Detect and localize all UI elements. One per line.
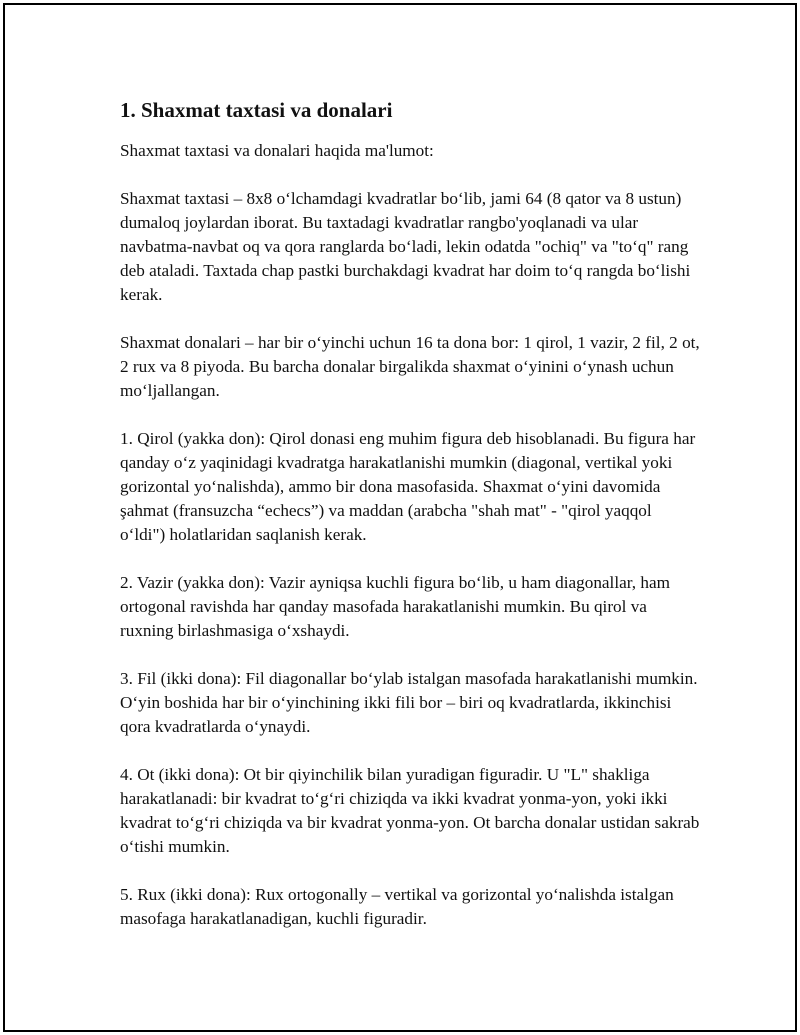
bishop-paragraph: 3. Fil (ikki dona): Fil diagonallar bo‘ylab istalgan masofada harakatlanishi mumkin. O‘yin boshida har bir o‘yinchining ikki fili bor – biri oq kvadratlarda, ikkinchisi qora kvadratlarda o‘ynaydi. — [120, 669, 698, 736]
document-page — [3, 3, 797, 1032]
rook-paragraph: 5. Rux (ikki dona): Rux ortogonally – vertikal va gorizontal yo‘nalishda istalgan masofaga harakatlanadigan, kuchli figuradir. — [120, 885, 674, 928]
document-body — [120, 95, 700, 955]
knight-paragraph: 4. Ot (ikki dona): Ot bir qiyinchilik bilan yuradigan figuradir. U "L" shakliga harakatlanadi: bir kvadrat to‘g‘ri chiziqda va ikki kvadrat yonma-yon, yoki ikki kvadrat to‘g‘ri chiziqda va bir kvadrat yonma-yon. Ot barcha donalar ustidan sakrab o‘tishi mumkin. — [120, 765, 700, 856]
board-paragraph: Shaxmat taxtasi – 8x8 o‘lchamdagi kvadratlar bo‘lib, jami 64 (8 qator va 8 ustun) dumaloq joylardan iborat. Bu taxtadagi kvadratlar rangbo'yoqlanadi va ular navbatma-navbat oq va qora ranglarda bo‘ladi, lekin odatda "ochiq" va "to‘q" rang deb ataladi. Taxtada chap pastki burchakdagi kvadrat har doim to‘q rangda bo‘lishi kerak. — [120, 189, 691, 304]
queen-paragraph: 2. Vazir (yakka don): Vazir ayniqsa kuchli figura bo‘lib, u ham diagonallar, ham ortogonal ravishda har qanday masofada harakatlanishi mumkin. Bu qirol va ruxning birlashmasiga o‘xshaydi. — [120, 573, 670, 640]
king-paragraph: 1. Qirol (yakka don): Qirol donasi eng muhim figura deb hisoblanadi. Bu figura har qanday o‘z yaqinidagi kvadratga harakatlanishi mumkin (diagonal, vertikal yoki gorizontal yo‘nalishda), ammo bir dona masofasida. Shaxmat o‘yini davomida şahmat (fransuzcha “echecs”) va maddan (arabcha "shah mat" - "qirol yaqqol o‘ldi") holatlaridan saqlanish kerak. — [120, 429, 696, 544]
pieces-paragraph: Shaxmat donalari – har bir o‘yinchi uchun 16 ta dona bor: 1 qirol, 1 vazir, 2 fil, 2 ot, 2 rux va 8 piyoda. Bu barcha donalar birgalikda shaxmat o‘yinini o‘ynash uchun mo‘ljallangan. — [120, 333, 700, 400]
section-title: 1. Shaxmat taxtasi va donalari — [120, 98, 393, 122]
intro-paragraph: Shaxmat taxtasi va donalari haqida ma'lumot: — [120, 141, 434, 160]
